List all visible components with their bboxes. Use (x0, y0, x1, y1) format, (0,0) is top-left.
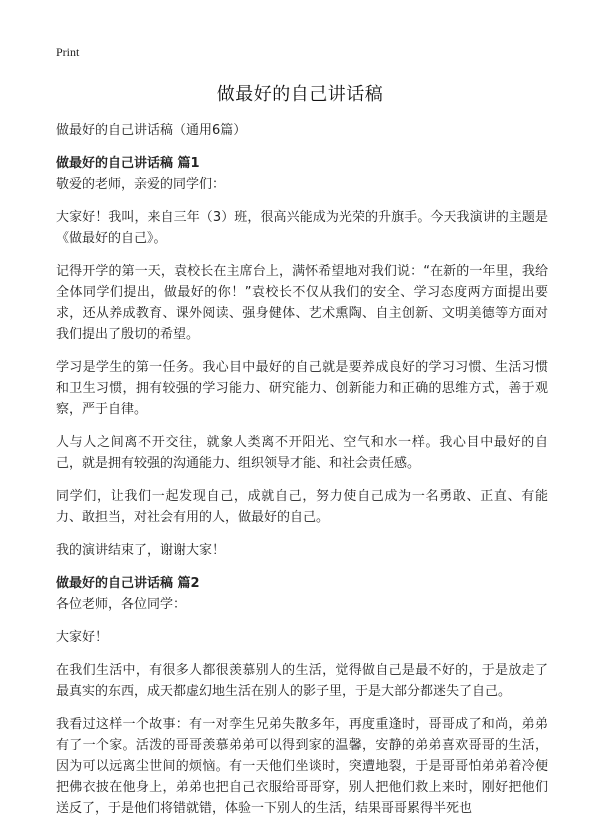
paragraph: 我看过这样一个故事：有一对孪生兄弟失散多年，再度重逢时，哥哥成了和尚，弟弟有了一个家。活泼的哥哥羡慕弟弟可以得到家的温馨，安静的弟弟喜欢哥哥的生活，因为可以远离尘世间的烦恼。有一天他们坐谈时，突遭地裂，于是哥哥怕弟弟着冷便把佛衣披在他身上，弟弟也把自己衣服给哥哥穿，别人把他们救上来时，刚好把他们送反了，于是他们将错就错，体验一下别人的生活，结果哥哥累得半死也 (56, 717, 548, 816)
paragraph: 我的演讲结束了，谢谢大家！ (56, 543, 226, 558)
paragraph: 大家好！ (56, 630, 109, 645)
section-1 (56, 153, 548, 561)
paragraph: 人与人之间离不开交往，就象人类离不开阳光、空气和水一样。我心目中最好的自己，就是拥有较强的沟通能力、组织领导才能、和社会责任感。 (56, 435, 548, 471)
section-heading: 做最好的自己讲话稿 篇2 (56, 576, 200, 591)
section-2 (56, 573, 548, 819)
paragraph: 同学们，让我们一起发现自己，成就自己，努力使自己成为一名勇敢、正直、有能力、敢担当，对社会有用的人，做最好的自己。 (56, 489, 548, 525)
section-heading: 做最好的自己讲话稿 篇1 (56, 156, 200, 171)
document-subtitle: 做最好的自己讲话稿（通用6篇） (56, 123, 247, 138)
paragraph: 在我们生活中，有很多人都很羡慕别人的生活，觉得做自己是最不好的，于是放走了最真实的东西，成天都虚幻地生活在别人的影子里，于是大部分都迷失了自己。 (56, 663, 548, 699)
print-link[interactable]: Print (56, 45, 80, 59)
paragraph: 记得开学的第一天，袁校长在主席台上，满怀希望地对我们说：“在新的一年里，我给全体同学们提出，做最好的你！”袁校长不仅从我们的安全、学习态度两方面提出要求，还从养成教育、课外阅读、强身健体、艺术熏陶、自主创新、文明美德等方面对我们提出了殷切的希望。 (56, 264, 548, 342)
page-title: 做最好的自己讲话稿 (216, 84, 384, 105)
paragraph: 大家好！我叫，来自三年（3）班，很高兴能成为光荣的升旗手。今天我演讲的主题是《做最好的自己》。 (56, 210, 548, 246)
document-body (56, 120, 548, 831)
paragraph: 各位老师，各位同学： (56, 597, 187, 612)
paragraph: 敬爱的老师，亲爱的同学们： (56, 177, 226, 192)
paragraph: 学习是学生的第一任务。我心目中最好的自己就是要养成良好的学习习惯、生活习惯和卫生习惯，拥有较强的学习能力、研究能力、创新能力和正确的思维方式，善于观察，严于自律。 (56, 360, 548, 417)
